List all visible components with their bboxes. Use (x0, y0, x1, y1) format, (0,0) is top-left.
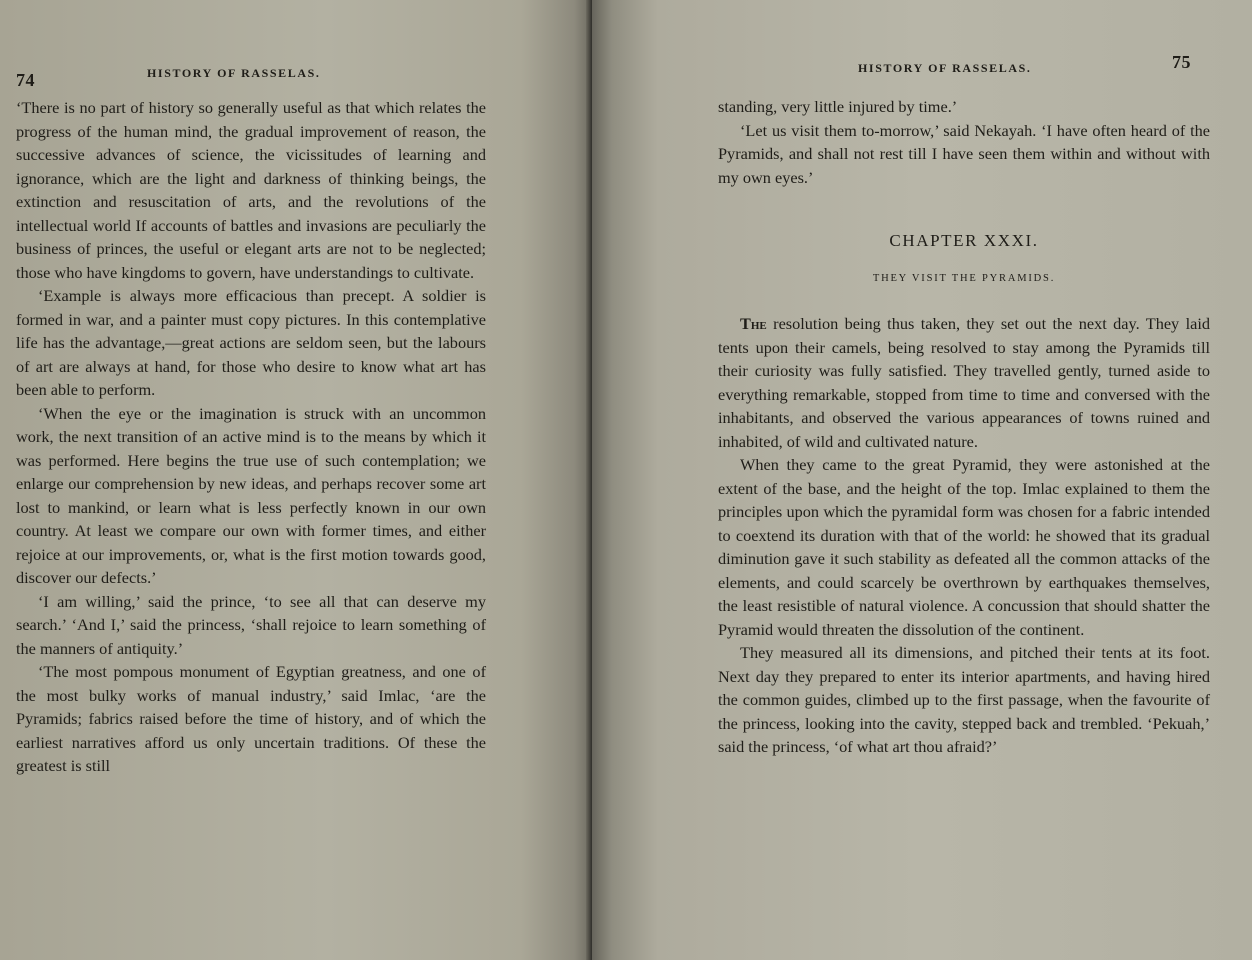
paragraph: ‘Let us visit them to-morrow,’ said Nekayah. ‘I have often heard of the Pyramids, and shall not rest till I have seen them within and without with my own eyes.’ (718, 120, 1210, 187)
chapter-heading: CHAPTER XXXI. (889, 231, 1039, 250)
chapter-first-paragraph (718, 312, 1210, 453)
left-body-text (16, 96, 486, 778)
left-running-head (16, 0, 592, 96)
left-page (0, 0, 592, 960)
right-running-title: HISTORY OF RASSELAS. (858, 61, 1032, 75)
right-running-head (718, 0, 1252, 96)
paragraph: ‘Example is always more efficacious than precept. A soldier is formed in war, and a painter must copy pictures. In this contemplative life has the advantage,—great actions are seldom seen, but the labours of art are always at hand, for those who desire to know what art has been able to perform. (16, 286, 486, 399)
paragraph: ‘I am willing,’ said the prince, ‘to see all that can deserve my search.’ ‘And I,’ said the princess, ‘shall rejoice to learn something of the manners of antiquity.’ (16, 591, 486, 658)
chapter-first-word: The (740, 314, 767, 333)
left-page-number: 74 (16, 70, 35, 90)
paragraph: They measured all its dimensions, and pitched their tents at its foot. Next day they prepared to enter its interior apartments, and having hired the common guides, climbed up to the first passage, when the favourite of the princess, looking into the cavity, stepped back and trembled. ‘Pekuah,’ said the princess, ‘of what art thou afraid?’ (718, 643, 1210, 756)
paragraph: ‘The most pompous monument of Egyptian greatness, and one of the most bulky works of manual industry,’ said Imlac, ‘are the Pyramids; fabrics raised before the time of history, and of which the earliest narratives afford us only uncertain traditions. Of these the greatest is still (16, 662, 486, 775)
paragraph: ‘There is no part of history so generally useful as that which relates the progress of the human mind, the gradual improvement of reason, the successive advances of science, the vicissitudes of learning and ignorance, which are the light and darkness of thinking beings, the extinction and resuscitation of arts, and the revolutions of the intellectual world If accounts of battles and invasions are peculiarly the business of princes, the useful or elegant arts are not to be neglected; those who have kingdoms to govern, have understandings to cultivate. (16, 98, 486, 282)
continuation-line: standing, very little injured by time.’ (718, 97, 958, 116)
chapter-subtitle: THEY VISIT THE PYRAMIDS. (872, 272, 1056, 284)
right-body-text (718, 95, 1210, 759)
left-running-title: HISTORY OF RASSELAS. (147, 66, 321, 80)
right-page-number: 75 (1172, 52, 1191, 72)
paragraph: ‘When the eye or the imagination is struck with an uncommon work, the next transition of an active mind is to the means by which it was performed. Here begins the true use of such contemplation; we enlarge our comprehension by new ideas, and perhaps recover some art lost to mankind, or learn what is less perfectly known in our own country. At least we compare our own with former times, and either rejoice at our improvements, or, what is the first motion towards good, discover our defects.’ (16, 403, 486, 587)
chapter-first-paragraph-text: resolution being thus taken, they set out the next day. They laid tents upon their camels, being resolved to stay among the Pyramids till their curiosity was fully satisfied. They travelled gently, turned aside to everything remarkable, stopped from time to time and conversed with the inhabitants, and observed the various appearances of towns ruined and inhabited, of wild and cultivated nature. (718, 314, 1210, 451)
right-page (592, 0, 1252, 960)
paragraph: When they came to the great Pyramid, they were astonished at the extent of the base, and the height of the top. Imlac explained to them the principles upon which the pyramidal form was chosen for a fabric intended to coextend its duration with that of the world: he showed that its gradual diminution gave it such stability as defeated all the common attacks of the elements, and could scarcely be overthrown by earthquakes themselves, the least resistible of natural violence. A concussion that should shatter the Pyramid would threaten the dissolution of the continent. (718, 455, 1210, 639)
